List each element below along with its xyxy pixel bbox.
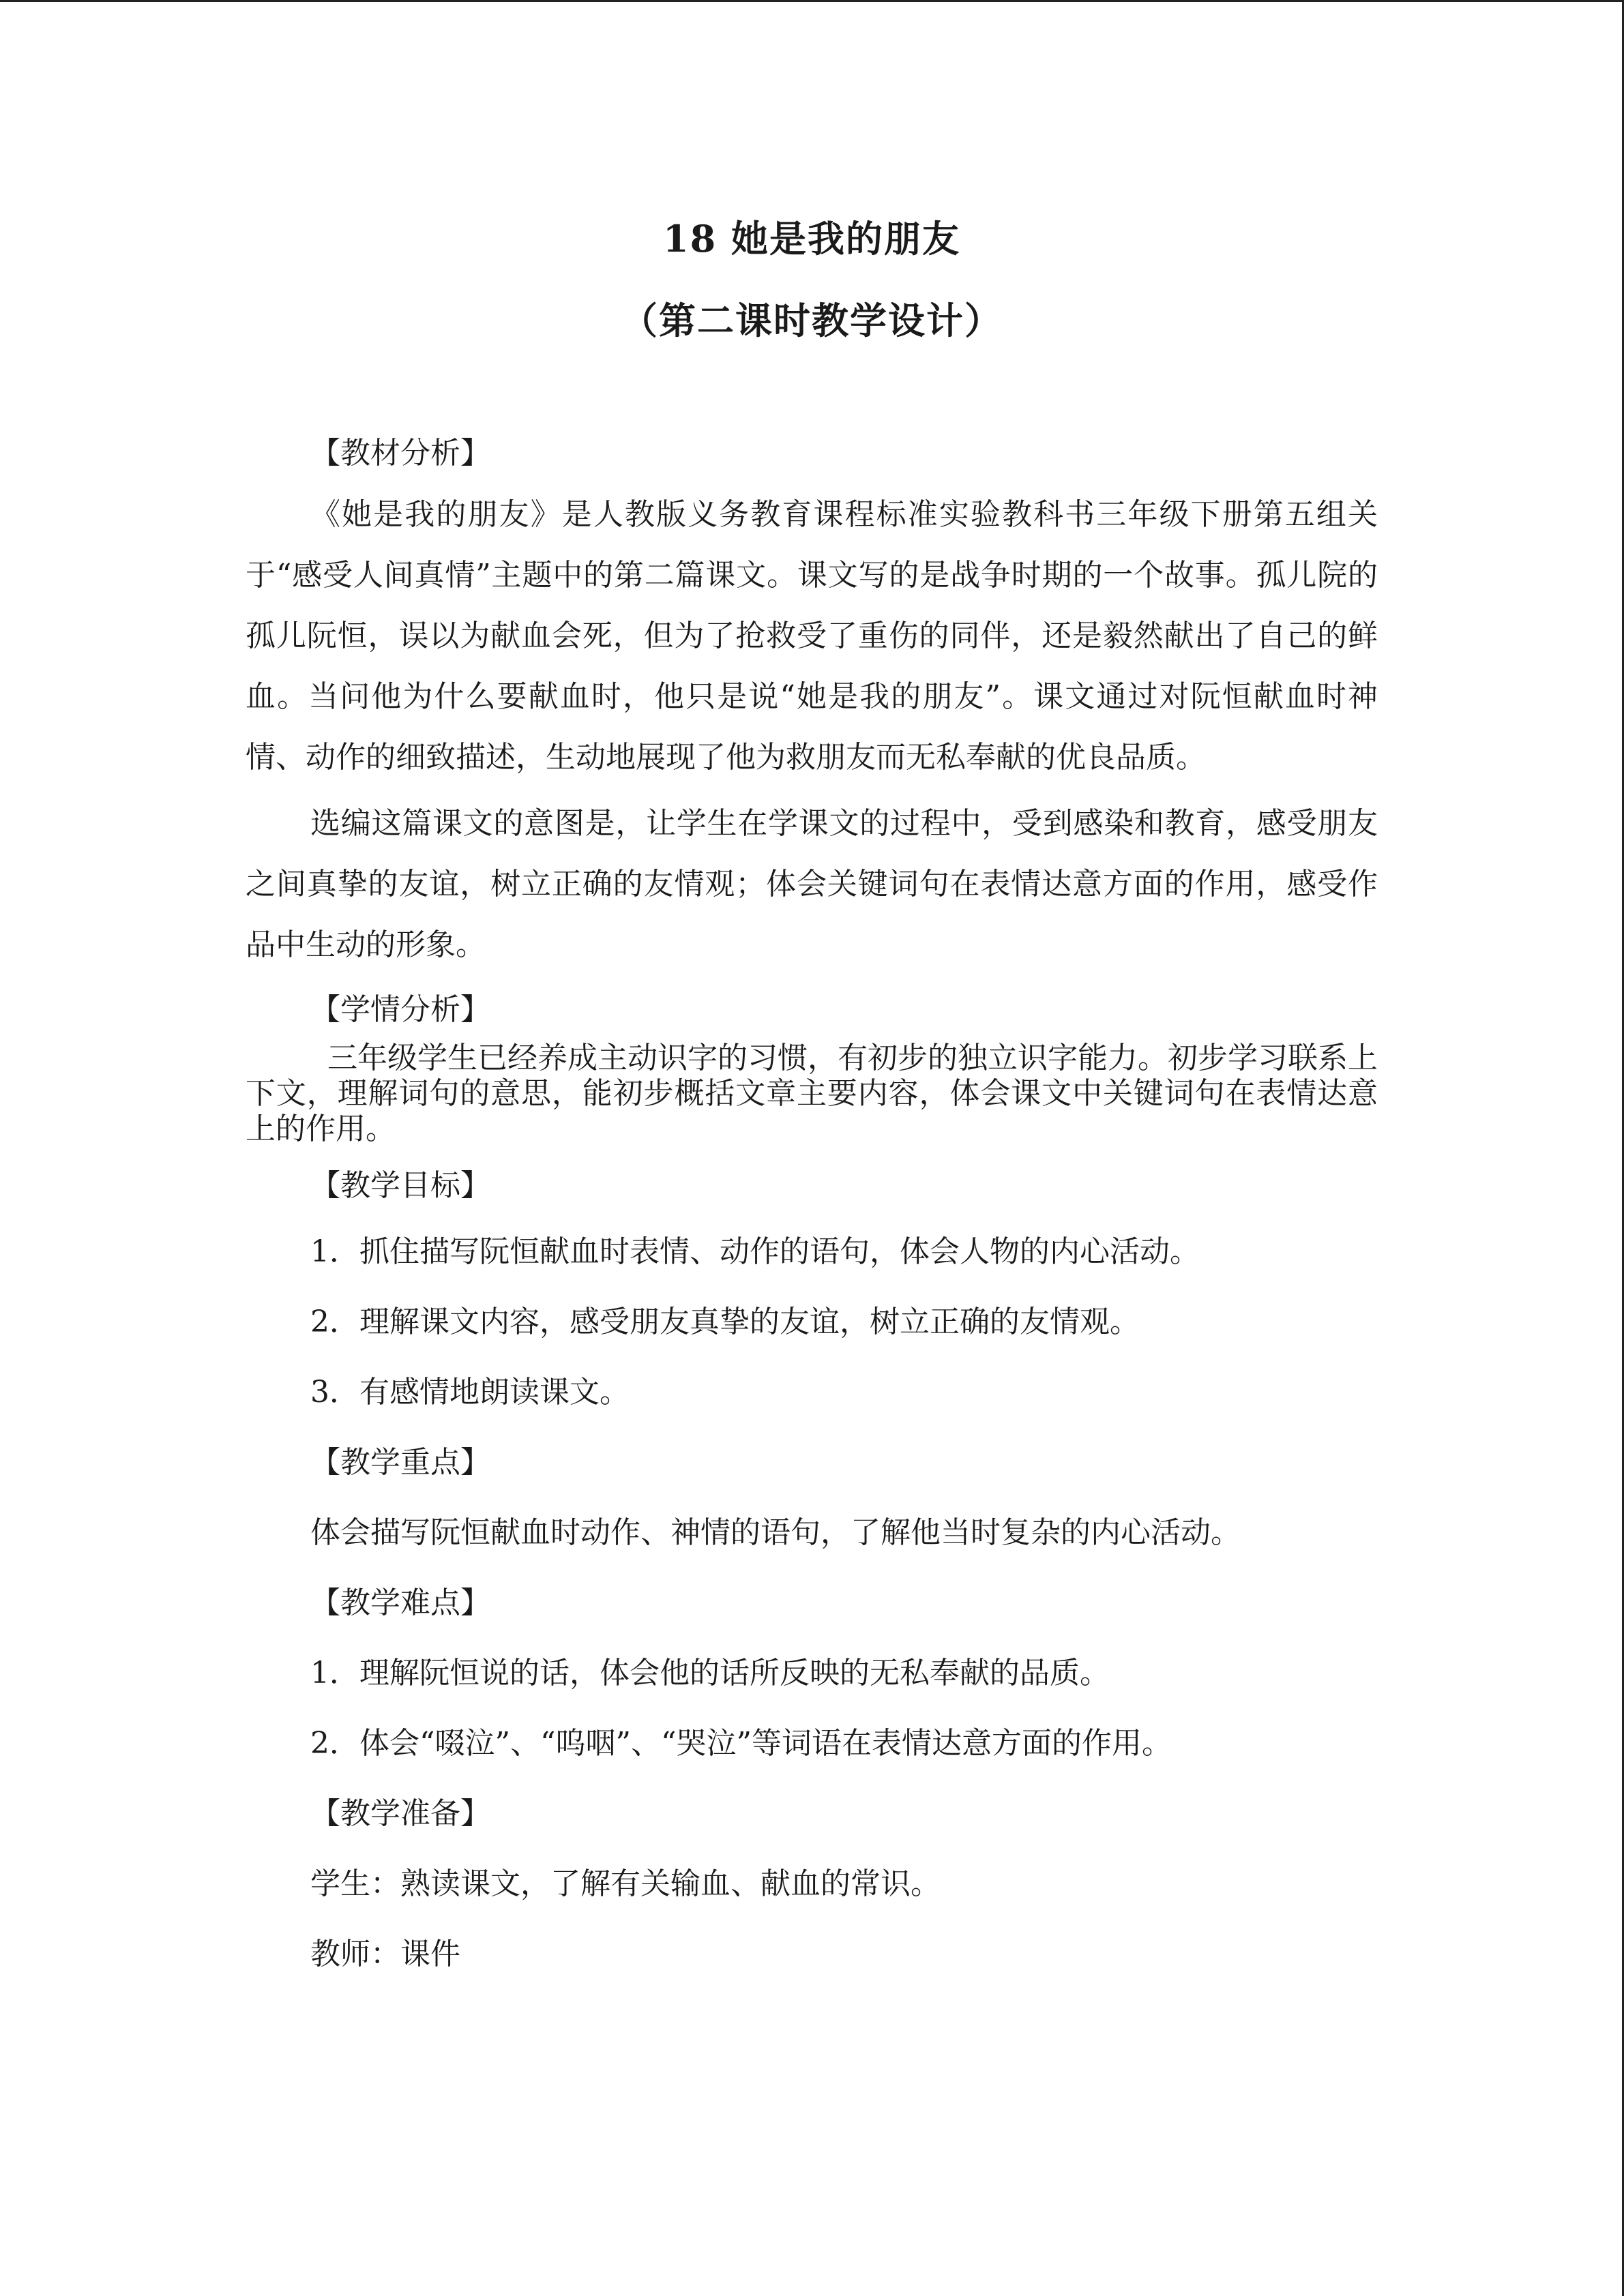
section-heading-objectives: 【教学目标】 — [310, 1168, 490, 1203]
preparation-item-teacher: 教师：课件 — [310, 1937, 460, 1971]
section-heading-student-analysis: 【学情分析】 — [310, 992, 490, 1027]
section-heading-preparation: 【教学准备】 — [310, 1796, 490, 1831]
paragraph-student-analysis: 三年级学生已经养成主动识字的习惯，有初步的独立识字能力。初步学习联系上下文，理解词句的意思，能初步概括文章主要内容，体会课文中关键词句在表情达意上的作用。 — [246, 1041, 1378, 1146]
document-title: 18 她是我的朋友 — [663, 217, 960, 260]
page-top-border — [0, 0, 1624, 2]
section-heading-textbook-analysis: 【教材分析】 — [310, 436, 490, 471]
key-point-item-1: 体会描写阮恒献血时动作、神情的语句，了解他当时复杂的内心活动。 — [310, 1515, 1241, 1550]
section-heading-difficulties: 【教学难点】 — [310, 1585, 490, 1620]
difficulty-item-1: 1．理解阮恒说的话，体会他的话所反映的无私奉献的品质。 — [310, 1656, 1110, 1690]
section-heading-key-points: 【教学重点】 — [310, 1445, 490, 1480]
preparation-item-students: 学生：熟读课文，了解有关输血、献血的常识。 — [310, 1866, 941, 1901]
difficulty-item-2: 2．体会“啜泣”、“呜咽”、“哭泣”等词语在表情达意方面的作用。 — [310, 1726, 1172, 1761]
paragraph-textbook-analysis-2: 选编这篇课文的意图是，让学生在学课文的过程中，受到感染和教育，感受朋友之间真挚的友谊，树立正确的友情观；体会关键词句在表情达意方面的作用，感受作品中生动的形象。 — [246, 806, 1378, 962]
objective-item-1: 1．抓住描写阮恒献血时表情、动作的语句，体会人物的内心活动。 — [310, 1234, 1200, 1269]
objective-item-3: 3．有感情地朗读课文。 — [310, 1375, 630, 1410]
objective-item-2: 2．理解课文内容，感受朋友真挚的友谊，树立正确的友情观。 — [310, 1304, 1140, 1339]
document-page — [246, 205, 1378, 1989]
document-subtitle: （第二课时教学设计） — [621, 299, 1003, 342]
paragraph-textbook-analysis-1: 《她是我的朋友》是人教版义务教育课程标准实验教科书三年级下册第五组关于“感受人间真情”主题中的第二篇课文。课文写的是战争时期的一个故事。孤儿院的孤儿阮恒，误以为献血会死，但为了抢救受了重伤的同伴，还是毅然献出了自己的鲜血。当问他为什么要献血时，他只是说“她是我的朋友”。课文通过对阮恒献血时神情、动作的细致描述，生动地展现了他为救朋友而无私奉献的优良品质。 — [246, 497, 1378, 775]
